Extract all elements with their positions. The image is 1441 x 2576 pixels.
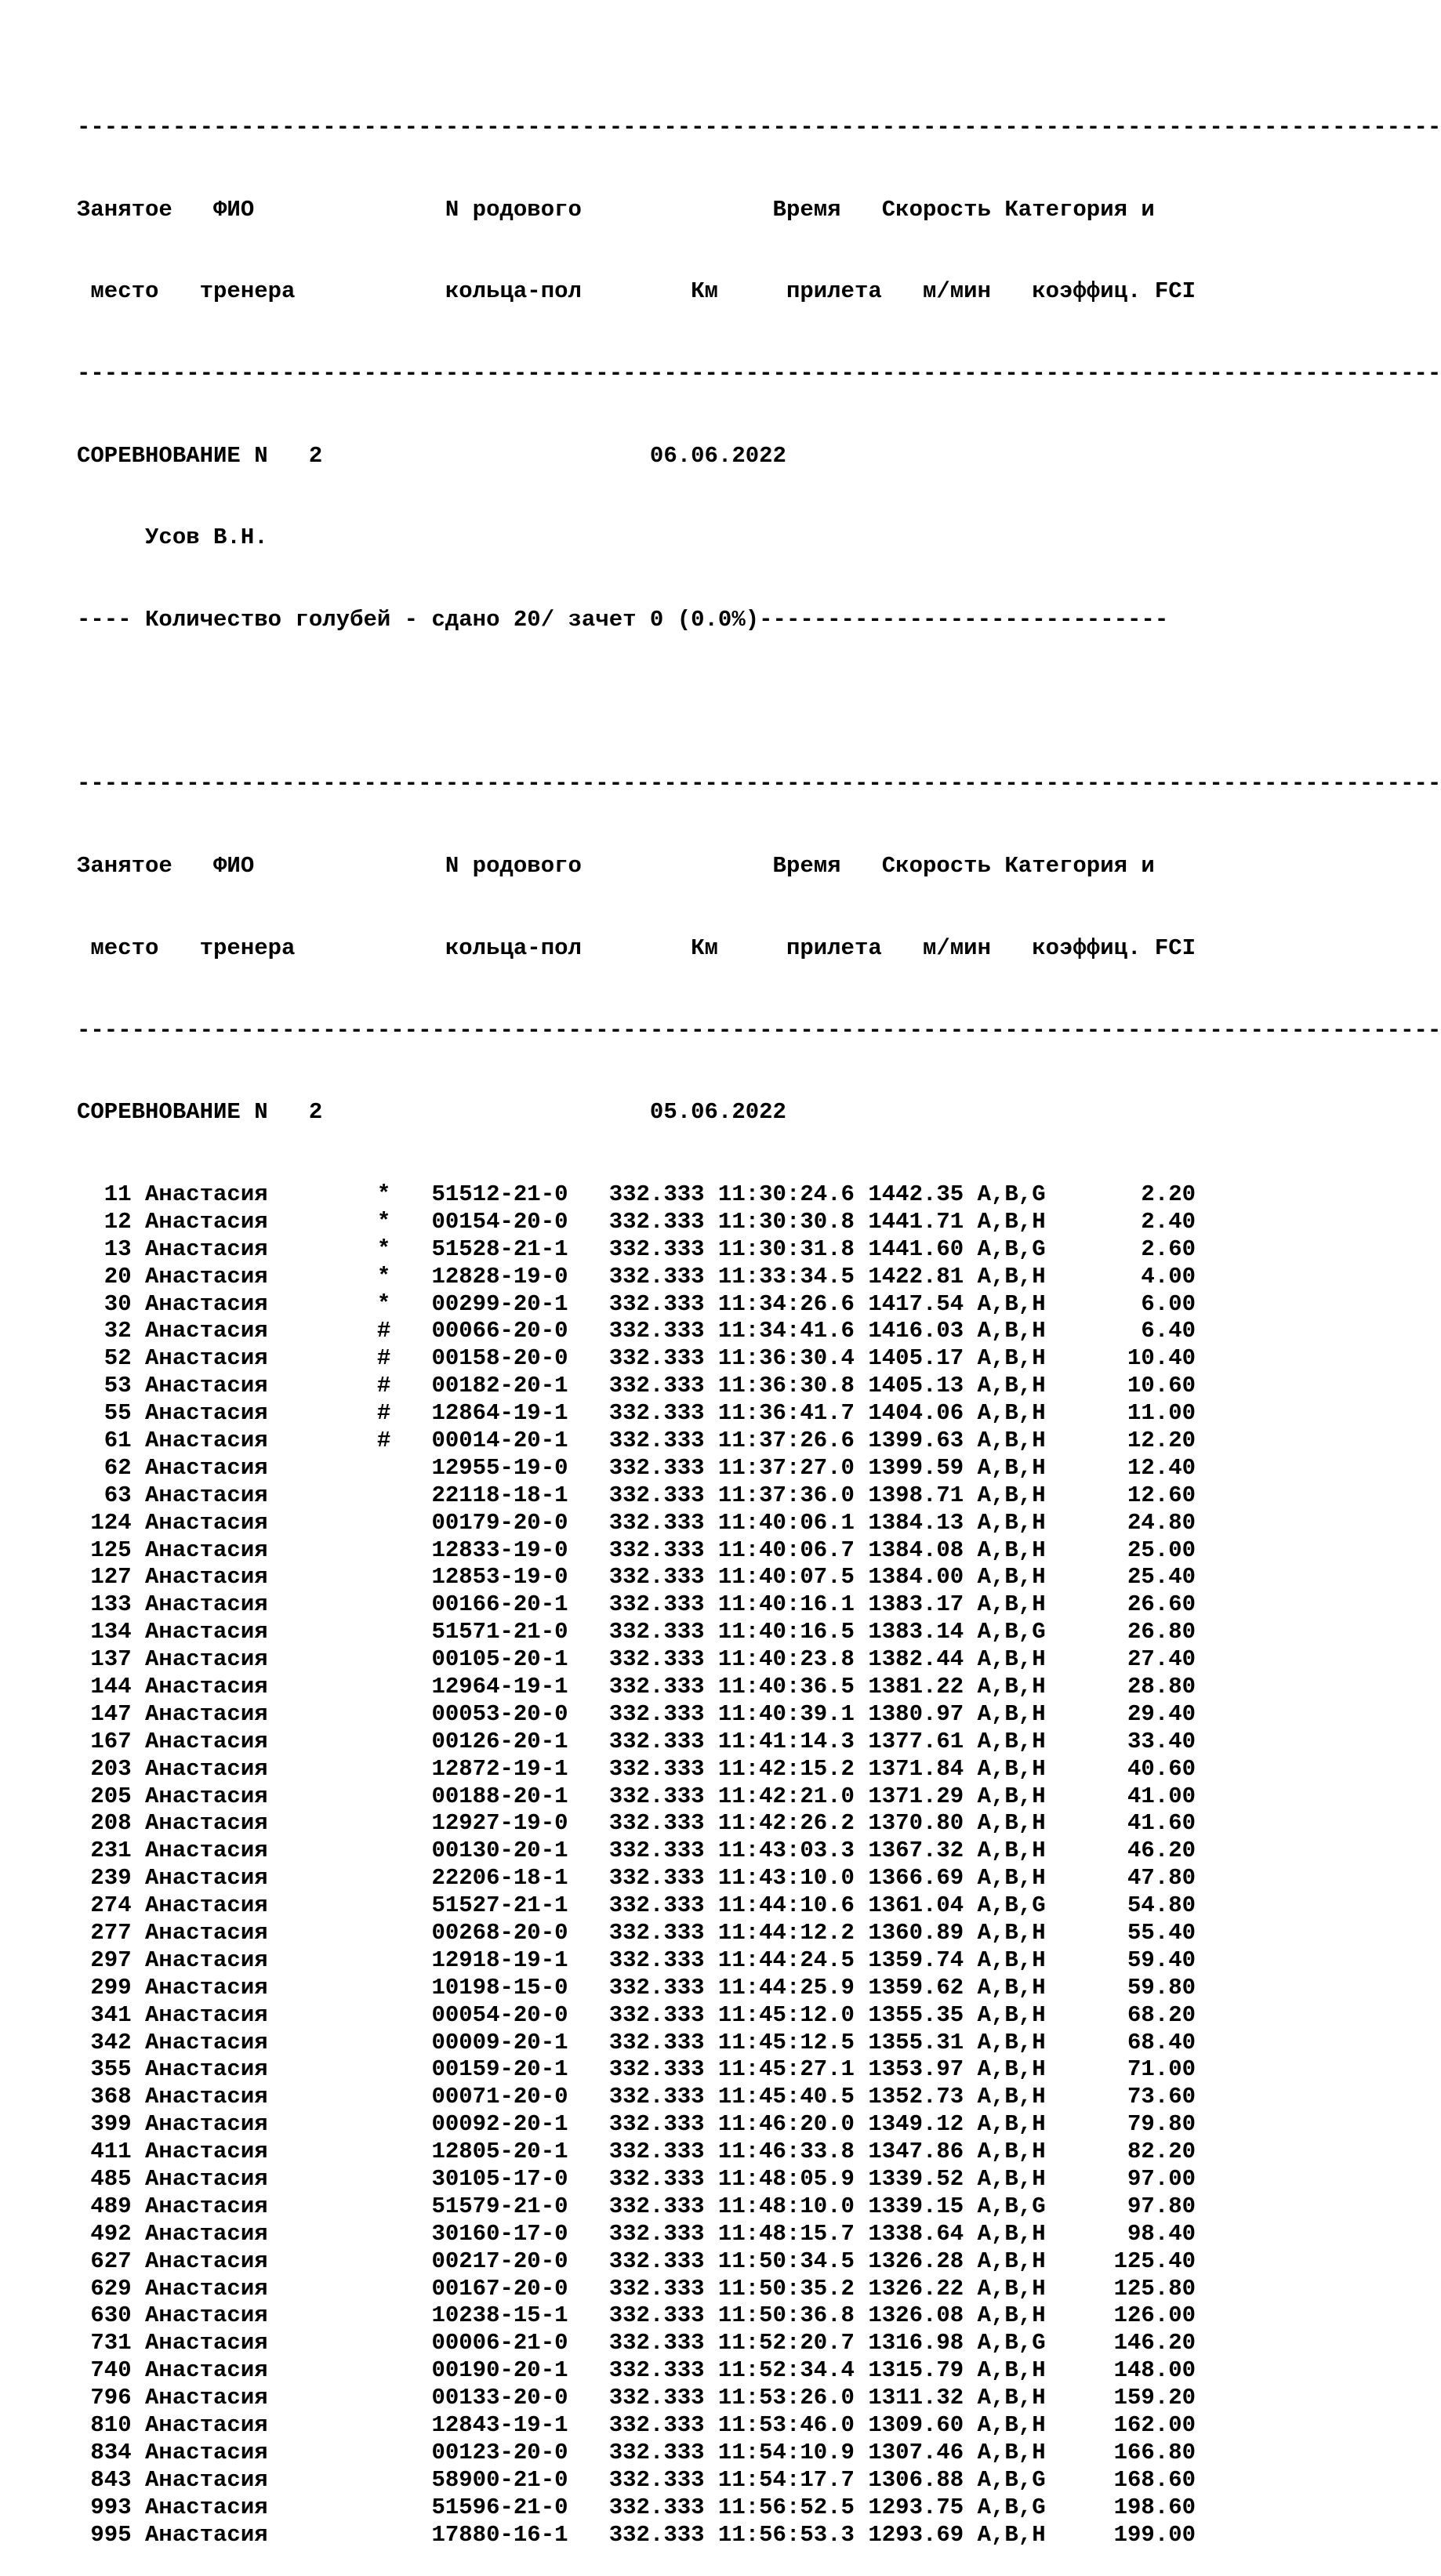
table-row: 124 Анастасия 00179-20-0 332.333 11:40:06.1 1384.13 A,B,H 24.80 [77, 1509, 1196, 1536]
table-row: 55 Анастасия # 12864-19-1 332.333 11:36:41.7 1404.06 A,B,H 11.00 [77, 1400, 1196, 1427]
table-row: 731 Анастасия 00006-21-0 332.333 11:52:20.7 1316.98 A,B,G 146.20 [77, 2330, 1196, 2356]
results-table [77, 1181, 1441, 2549]
table-row: 32 Анастасия # 00066-20-0 332.333 11:34:41.6 1416.03 A,B,H 6.40 [77, 1318, 1196, 1344]
table-row: 12 Анастасия * 00154-20-0 332.333 11:30:30.8 1441.71 A,B,H 2.40 [77, 1208, 1196, 1235]
trainer-name: Усов В.Н. [77, 524, 268, 551]
table-row: 341 Анастасия 00054-20-0 332.333 11:45:12.0 1355.35 A,B,H 68.20 [77, 2001, 1196, 2028]
table-row: 843 Анастасия 58900-21-0 332.333 11:54:17.7 1306.88 A,B,G 168.60 [77, 2466, 1196, 2493]
blank-line [77, 689, 1441, 717]
table-row: 277 Анастасия 00268-20-0 332.333 11:44:12.2 1360.89 A,B,H 55.40 [77, 1920, 1196, 1946]
table-row: 796 Анастасия 00133-20-0 332.333 11:53:26.0 1311.32 A,B,H 159.20 [77, 2385, 1196, 2411]
table-row: 239 Анастасия 22206-18-1 332.333 11:43:10.0 1366.69 A,B,H 47.80 [77, 1865, 1196, 1892]
competition-title: СОРЕВНОВАНИЕ N 2 06.06.2022 [77, 442, 786, 469]
table-row: 30 Анастасия * 00299-20-1 332.333 11:34:26.6 1417.54 A,B,H 6.00 [77, 1290, 1196, 1317]
column-header-line-1: Занятое ФИО N родового Время Скорость Категория и [77, 853, 1155, 880]
table-row: 485 Анастасия 30105-17-0 332.333 11:48:05.9 1339.52 A,B,H 97.00 [77, 2166, 1196, 2193]
table-row: 167 Анастасия 00126-20-1 332.333 11:41:14.3 1377.61 A,B,H 33.40 [77, 1728, 1196, 1754]
table-row: 13 Анастасия * 51528-21-1 332.333 11:30:31.8 1441.60 A,B,G 2.60 [77, 1235, 1196, 1262]
table-row: 127 Анастасия 12853-19-0 332.333 11:40:07.5 1384.00 A,B,H 25.40 [77, 1564, 1196, 1591]
table-row: 231 Анастасия 00130-20-1 332.333 11:43:03.3 1367.32 A,B,H 46.20 [77, 1838, 1196, 1864]
table-row: 355 Анастасия 00159-20-1 332.333 11:45:27.1 1353.97 A,B,H 71.00 [77, 2056, 1196, 2083]
table-row: 629 Анастасия 00167-20-0 332.333 11:50:35.2 1326.22 A,B,H 125.80 [77, 2275, 1196, 2302]
table-row: 134 Анастасия 51571-21-0 332.333 11:40:16.5 1383.14 A,B,G 26.80 [77, 1619, 1196, 1645]
table-row: 63 Анастасия 22118-18-1 332.333 11:37:36.0 1398.71 A,B,H 12.60 [77, 1482, 1196, 1508]
table-row: 993 Анастасия 51596-21-0 332.333 11:56:52.5 1293.75 A,B,G 198.60 [77, 2494, 1196, 2520]
rule-line: ---------------------------------------------------------------------------------------------------- [77, 771, 1441, 797]
table-row: 137 Анастасия 00105-20-1 332.333 11:40:23.8 1382.44 A,B,H 27.40 [77, 1646, 1196, 1673]
table-row: 740 Анастасия 00190-20-1 332.333 11:52:34.4 1315.79 A,B,H 148.00 [77, 2357, 1196, 2384]
table-row: 11 Анастасия * 51512-21-0 332.333 11:30:24.6 1442.35 A,B,G 2.20 [77, 1181, 1196, 1207]
table-row: 62 Анастасия 12955-19-0 332.333 11:37:27.0 1399.59 A,B,H 12.40 [77, 1454, 1196, 1481]
column-header-line-2: место тренера кольца-пол Км прилета м/мин коэффиц. FCI [77, 278, 1196, 305]
results-page [77, 60, 1441, 2576]
table-row: 810 Анастасия 12843-19-1 332.333 11:53:46.0 1309.60 A,B,H 162.00 [77, 2412, 1196, 2439]
table-row: 144 Анастасия 12964-19-1 332.333 11:40:36.5 1381.22 A,B,H 28.80 [77, 1673, 1196, 1700]
table-row: 627 Анастасия 00217-20-0 332.333 11:50:34.5 1326.28 A,B,H 125.40 [77, 2248, 1196, 2274]
column-header-line-1: Занятое ФИО N родового Время Скорость Категория и [77, 196, 1155, 223]
table-row: 297 Анастасия 12918-19-1 332.333 11:44:24.5 1359.74 A,B,H 59.40 [77, 1947, 1196, 1973]
column-header-line-2: место тренера кольца-пол Км прилета м/мин коэффиц. FCI [77, 934, 1196, 961]
table-row: 368 Анастасия 00071-20-0 332.333 11:45:40.5 1352.73 A,B,H 73.60 [77, 2084, 1196, 2110]
table-row: 20 Анастасия * 12828-19-0 332.333 11:33:34.5 1422.81 A,B,H 4.00 [77, 1263, 1196, 1290]
table-row: 52 Анастасия # 00158-20-0 332.333 11:36:30.4 1405.17 A,B,H 10.40 [77, 1345, 1196, 1372]
rule-line: ---------------------------------------------------------------------------------------------------- [77, 114, 1441, 140]
table-row: 399 Анастасия 00092-20-1 332.333 11:46:20.0 1349.12 A,B,H 79.80 [77, 2111, 1196, 2138]
competition-title: СОРЕВНОВАНИЕ N 2 05.06.2022 [77, 1099, 786, 1126]
table-row: 53 Анастасия # 00182-20-1 332.333 11:36:30.8 1405.13 A,B,H 10.60 [77, 1373, 1196, 1399]
table-row: 342 Анастасия 00009-20-1 332.333 11:45:12.5 1355.31 A,B,H 68.40 [77, 2029, 1196, 2055]
table-row: 489 Анастасия 51579-21-0 332.333 11:48:10.0 1339.15 A,B,G 97.80 [77, 2193, 1196, 2219]
table-row: 205 Анастасия 00188-20-1 332.333 11:42:21.0 1371.29 A,B,H 41.00 [77, 1783, 1196, 1809]
table-row: 299 Анастасия 10198-15-0 332.333 11:44:25.9 1359.62 A,B,H 59.80 [77, 1974, 1196, 2001]
table-row: 147 Анастасия 00053-20-0 332.333 11:40:39.1 1380.97 A,B,H 29.40 [77, 1700, 1196, 1727]
table-row: 630 Анастасия 10238-15-1 332.333 11:50:36.8 1326.08 A,B,H 126.00 [77, 2302, 1196, 2329]
table-row: 133 Анастасия 00166-20-1 332.333 11:40:16.1 1383.17 A,B,H 26.60 [77, 1591, 1196, 1618]
table-row: 411 Анастасия 12805-20-1 332.333 11:46:33.8 1347.86 A,B,H 82.20 [77, 2139, 1196, 2165]
table-row: 834 Анастасия 00123-20-0 332.333 11:54:10.9 1307.46 A,B,H 166.80 [77, 2439, 1196, 2465]
table-row: 492 Анастасия 30160-17-0 332.333 11:48:15.7 1338.64 A,B,H 98.40 [77, 2220, 1196, 2247]
table-row: 203 Анастасия 12872-19-1 332.333 11:42:15.2 1371.84 A,B,H 40.60 [77, 1755, 1196, 1782]
rule-line: ---------------------------------------------------------------------------------------------------- [77, 360, 1441, 386]
table-row: 61 Анастасия # 00014-20-1 332.333 11:37:26.6 1399.63 A,B,H 12.20 [77, 1427, 1196, 1453]
table-row: 274 Анастасия 51527-21-1 332.333 11:44:10.6 1361.04 A,B,G 54.80 [77, 1892, 1196, 1919]
table-row: 125 Анастасия 12833-19-0 332.333 11:40:06.7 1384.08 A,B,H 25.00 [77, 1537, 1196, 1563]
rule-line: ---------------------------------------------------------------------------------------------------- [77, 1017, 1441, 1043]
table-row: 995 Анастасия 17880-16-1 332.333 11:56:53.3 1293.69 A,B,H 199.00 [77, 2521, 1196, 2548]
summary-line: ---- Количество голубей - сдано 20/ зачет 0 (0.0%)------------------------------ [77, 607, 1169, 633]
table-row: 208 Анастасия 12927-19-0 332.333 11:42:26.2 1370.80 A,B,H 41.60 [77, 1810, 1196, 1837]
